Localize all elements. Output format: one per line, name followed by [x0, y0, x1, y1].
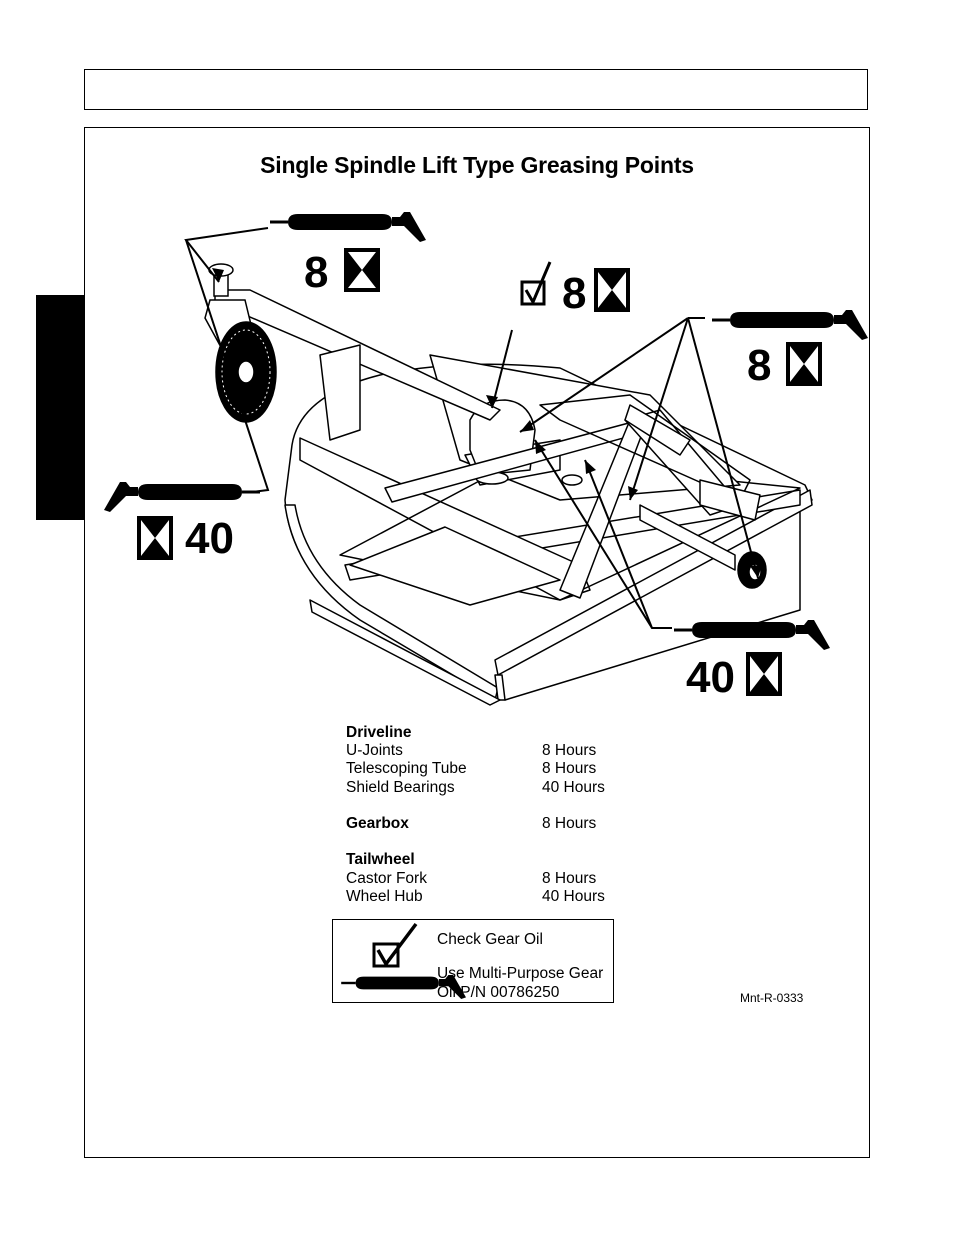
- callout-driveline-top-hours: 8: [747, 341, 772, 390]
- callout-gearbox-hours: 8: [562, 269, 587, 318]
- telescoping-tube-value: 8 Hours: [542, 760, 597, 778]
- driveline-heading: Driveline: [346, 724, 412, 741]
- gearbox-value: 8 Hours: [542, 814, 597, 832]
- telescoping-tube-label: Telescoping Tube: [346, 760, 467, 778]
- u-joints-label: U-Joints: [346, 742, 403, 760]
- castor-fork-label: Castor Fork: [346, 869, 427, 887]
- hourglass-icon: [786, 342, 822, 386]
- gearbox-heading: Gearbox: [346, 814, 409, 832]
- shield-bearings-value: 40 Hours: [542, 778, 605, 796]
- tailwheel-heading: Tailwheel: [346, 851, 415, 869]
- grease-gun-icon: [104, 482, 260, 512]
- grease-gun-icon: [712, 310, 868, 340]
- hourglass-icon: [594, 268, 630, 312]
- callout-castor-fork-hours: 8: [304, 248, 329, 297]
- castor-fork-value: 8 Hours: [542, 869, 597, 887]
- tailwheel: [205, 264, 276, 422]
- figure-code: Mnt-R-0333: [740, 991, 804, 1005]
- hourglass-icon: [746, 652, 782, 696]
- legend-grease-line-2: Oil P/N 00786250: [437, 983, 560, 1001]
- grease-gun-icon: [270, 212, 426, 242]
- legend-grease-text: [437, 965, 603, 1002]
- callout-tailwheel-hub-hours: 40: [185, 514, 234, 563]
- legend-check-text: Check Gear Oil: [437, 931, 543, 948]
- wheel-hub-label: Wheel Hub: [346, 887, 423, 905]
- legend-box: [332, 919, 614, 1003]
- callout-driveline-bottom-hours: 40: [686, 653, 735, 702]
- checkbox-check-icon: [522, 262, 550, 304]
- wheel-hub-value: 40 Hours: [542, 887, 605, 905]
- grease-gun-icon: [674, 620, 830, 650]
- hourglass-icon: [137, 516, 173, 560]
- u-joints-value: 8 Hours: [542, 742, 597, 760]
- shield-bearings-label: Shield Bearings: [346, 778, 455, 796]
- legend-grease-line-1: Use Multi-Purpose Gear: [437, 965, 604, 982]
- figure-title: Single Spindle Lift Type Greasing Points: [260, 152, 694, 178]
- hourglass-icon: [344, 248, 380, 292]
